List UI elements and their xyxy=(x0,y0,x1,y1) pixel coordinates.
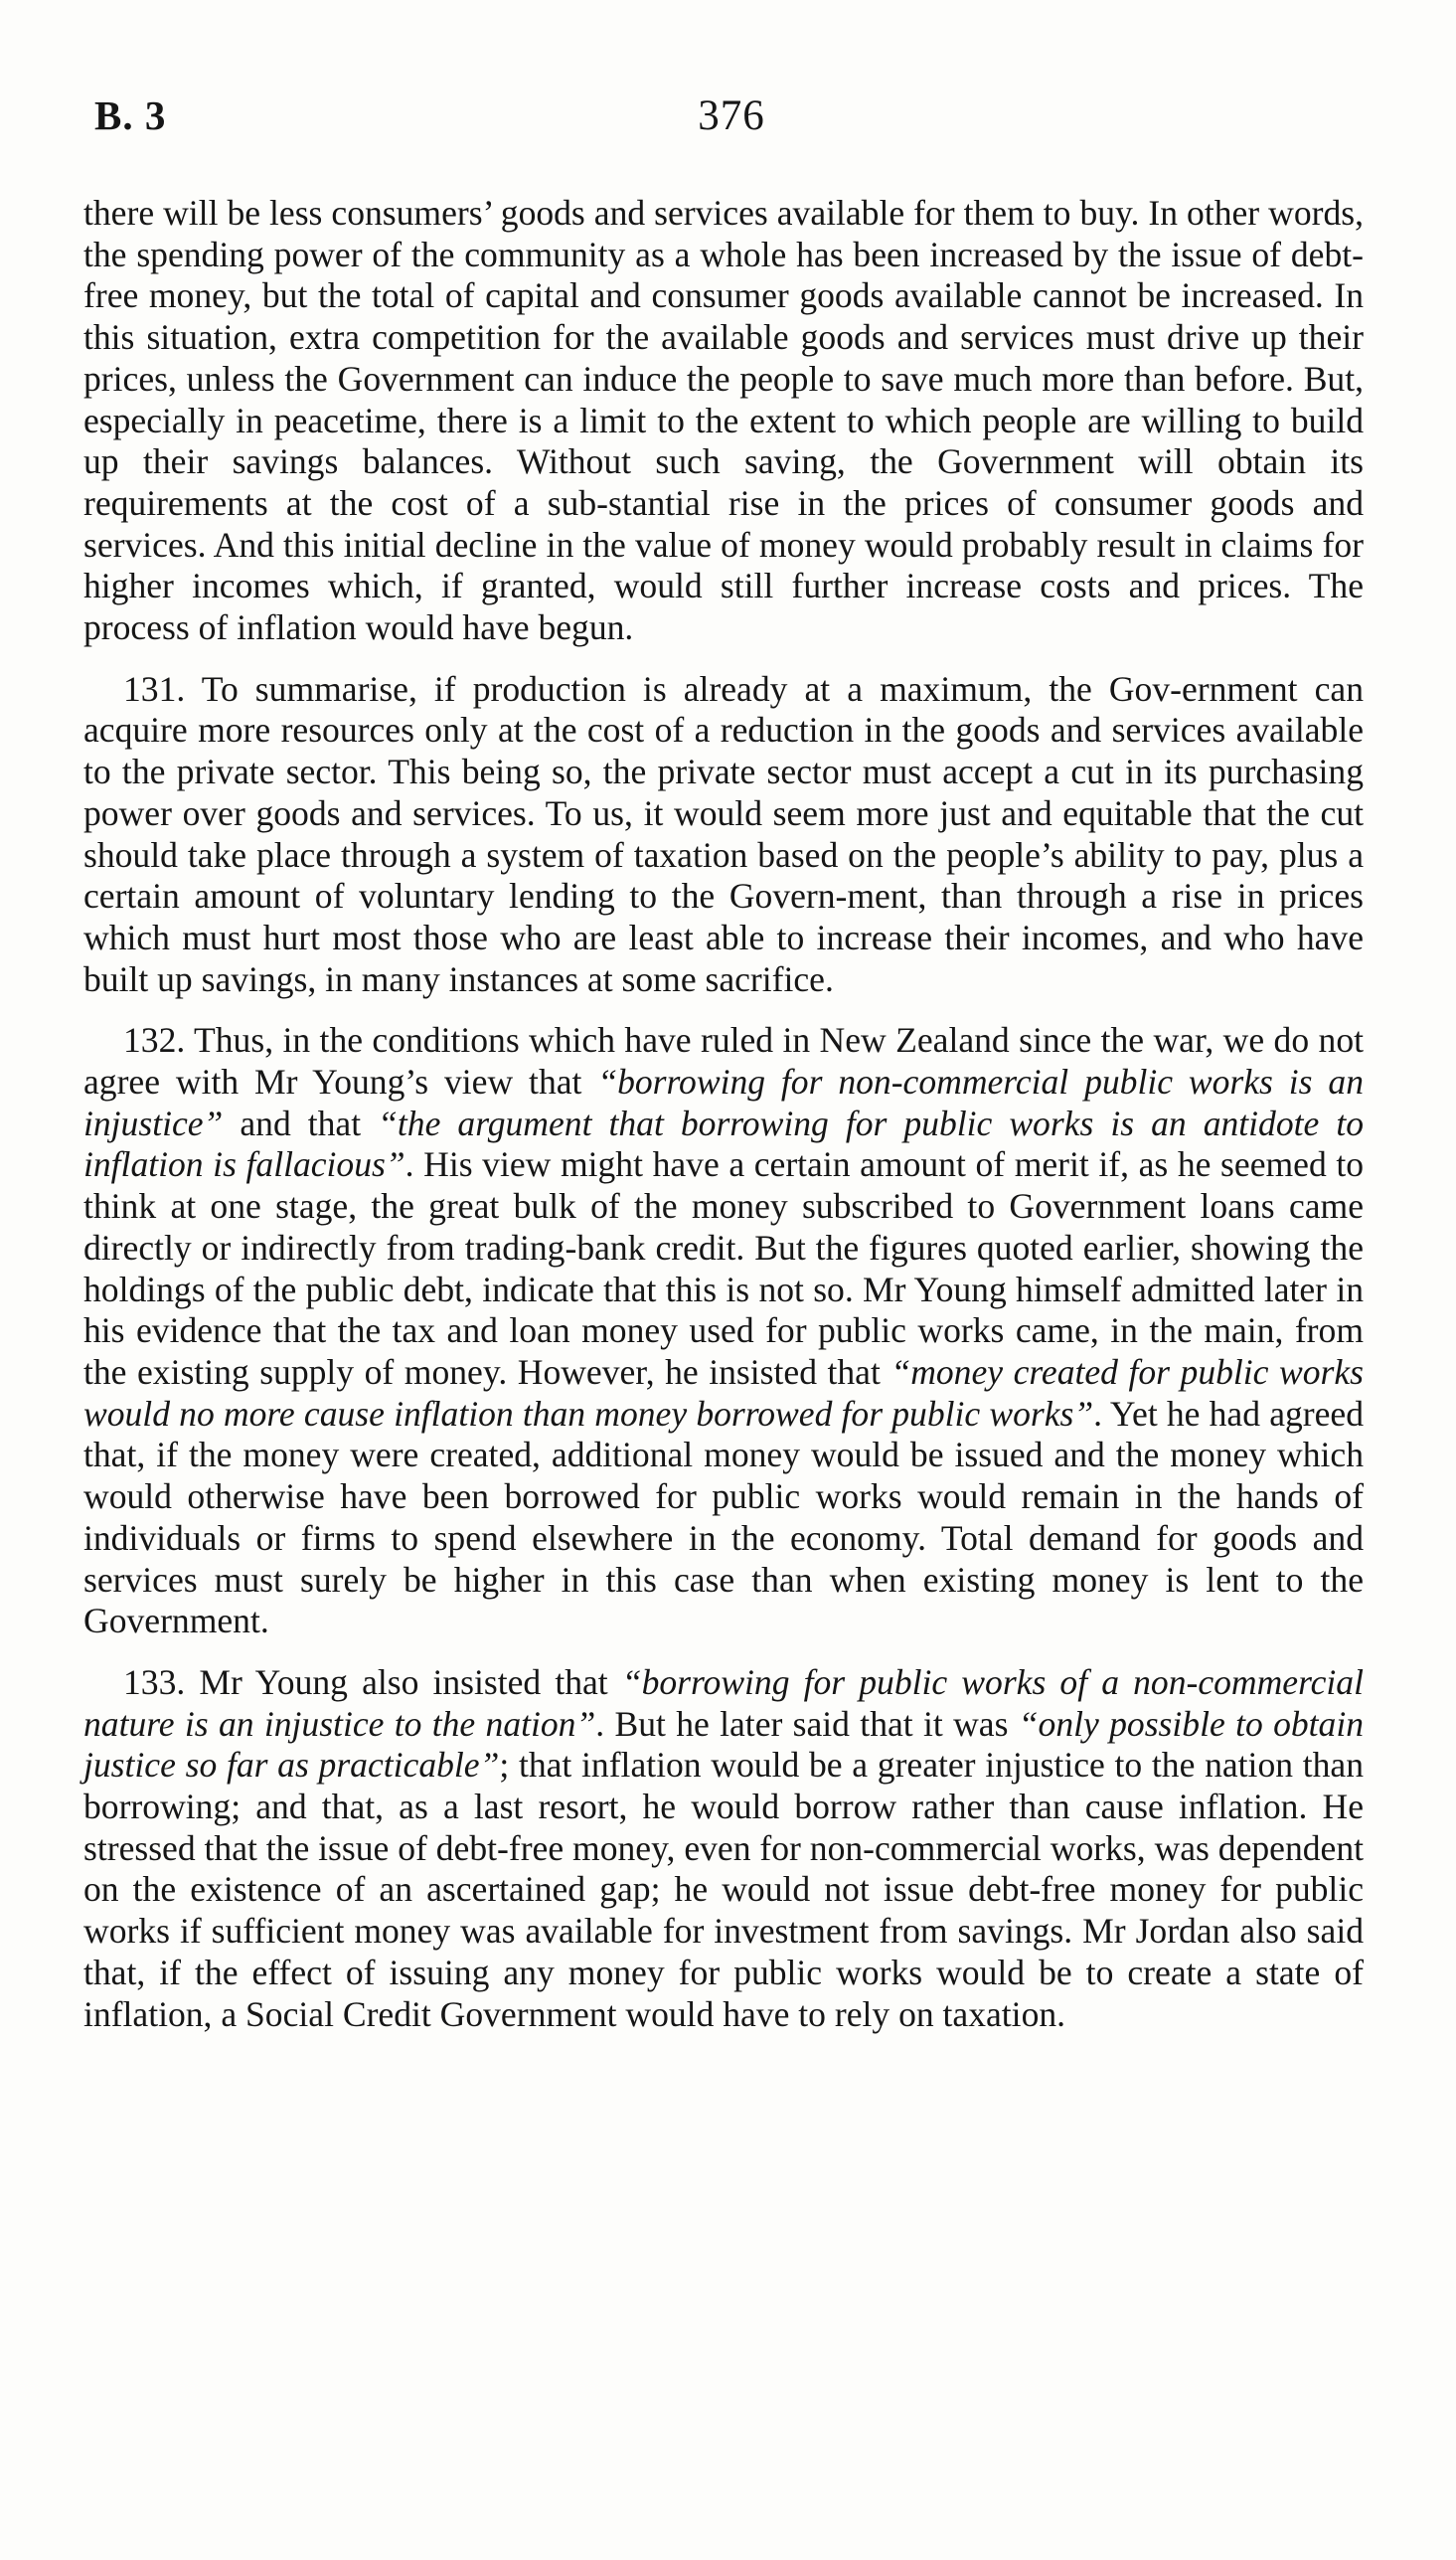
paragraph-text: and that xyxy=(223,1103,379,1143)
numbered-paragraph xyxy=(83,1662,1364,2035)
paragraph-number: 132. xyxy=(123,1020,186,1061)
paragraph-text: . But he later said that it was xyxy=(595,1703,1019,1744)
quoted-text: “the argument that borrowing for public works is an antidote to inflation is fallacious” xyxy=(83,1103,1364,1185)
paragraph-text: there will be less consumers’ goods and services available for them to buy. In other words, the spending power of the community as a whole has been increased by the issue of debt-free money, but the total of capital and consumer goods available cannot be increased. In this situation, extra competition for the available goods and services must drive up their prices, unless the Government can induce the people to save much more than before. But, especially in peacetime, there is a limit to the extent to which people are willing to build up their savings balances. Without such saving, the Government will obtain its requirements at the cost of a sub-stantial rise in the prices of consumer goods and services. And this initial decline in the value of money would probably result in claims for higher incomes which, if granted, would still further increase costs and prices. The process of inflation would have begun. xyxy=(83,193,1364,648)
series-letter: B. xyxy=(94,92,134,138)
quoted-text: “only possible to obtain justice so far as practicable” xyxy=(83,1703,1365,1786)
numbered-paragraph xyxy=(83,1020,1364,1642)
paragraph xyxy=(83,193,1364,649)
paragraph-text: Mr Young also insisted that xyxy=(199,1661,622,1702)
paragraph-number: 133. xyxy=(123,1661,186,1702)
quoted-text: “borrowing for non-commercial public works is an injustice” xyxy=(83,1062,1364,1143)
paragraph-text: To summarise, if production is already at a maximum, the Gov-ernment can acquire more resources only at the cost of a reduction in the goods and services available to the private sector. This being so, the private sector must accept a cut in its purchasing power over goods and services. To us, it would seem more just and equitable that the cut should take place through a system of taxation based on the people’s ability to pay, plus a certain amount of voluntary lending to the Govern-ment, than through a rise in prices which must hurt most those who are least able to increase their incomes, and who have built up savings, in many instances at some sacrifice. xyxy=(83,668,1364,999)
paragraph-text: Thus, in the conditions which have ruled in New Zealand since the war, we do not agree with Mr Young’s view that xyxy=(83,1020,1364,1103)
document-body xyxy=(83,193,1364,2055)
paragraph-number: 131. xyxy=(123,668,186,709)
paragraph-text: . Yet he had agreed that, if the money were created, additional money would be issued and the money which would otherwise have been borrowed for public works would remain in the hands of individuals or firms to spend elsewhere in the economy. Total demand for goods and services must surely be higher in this case than when existing money is lent to the Government. xyxy=(83,1393,1364,1641)
numbered-paragraph xyxy=(83,669,1364,1001)
page-header xyxy=(94,91,1369,161)
paragraph-text: . His view might have a certain amount of merit if, as he seemed to think at one stage, the great bulk of the money subscribed to Government loans came directly or indirectly from trading-bank credit. But the figures quoted earlier, showing the holdings of the public debt, indicate that this is not so. Mr Young himself admitted later in his evidence that the tax and loan money used for public works came, in the main, from the existing supply of money. However, he insisted that xyxy=(83,1144,1365,1392)
series-number: 3 xyxy=(144,92,167,138)
quoted-text: “money created for public works would no more cause inflation than money borrowed for public works” xyxy=(83,1351,1365,1434)
paragraph-text: ; that inflation would be a greater injustice to the nation than borrowing; and that, as a last resort, he would borrow rather than cause inflation. He stressed that the issue of debt-free money, even for non-commercial works, was dependent on the existence of an ascertained gap; he would not issue debt-free money for public works if sufficient money was available for investment from savings. Mr Jordan also said that, if the effect of issuing any money for public works would be to create a state of inflation, a Social Credit Government would have to rely on taxation. xyxy=(83,1745,1364,2034)
page-number: 376 xyxy=(698,92,765,139)
quoted-text: “borrowing for public works of a non-commercial nature is an injustice to the nation” xyxy=(83,1661,1364,1744)
